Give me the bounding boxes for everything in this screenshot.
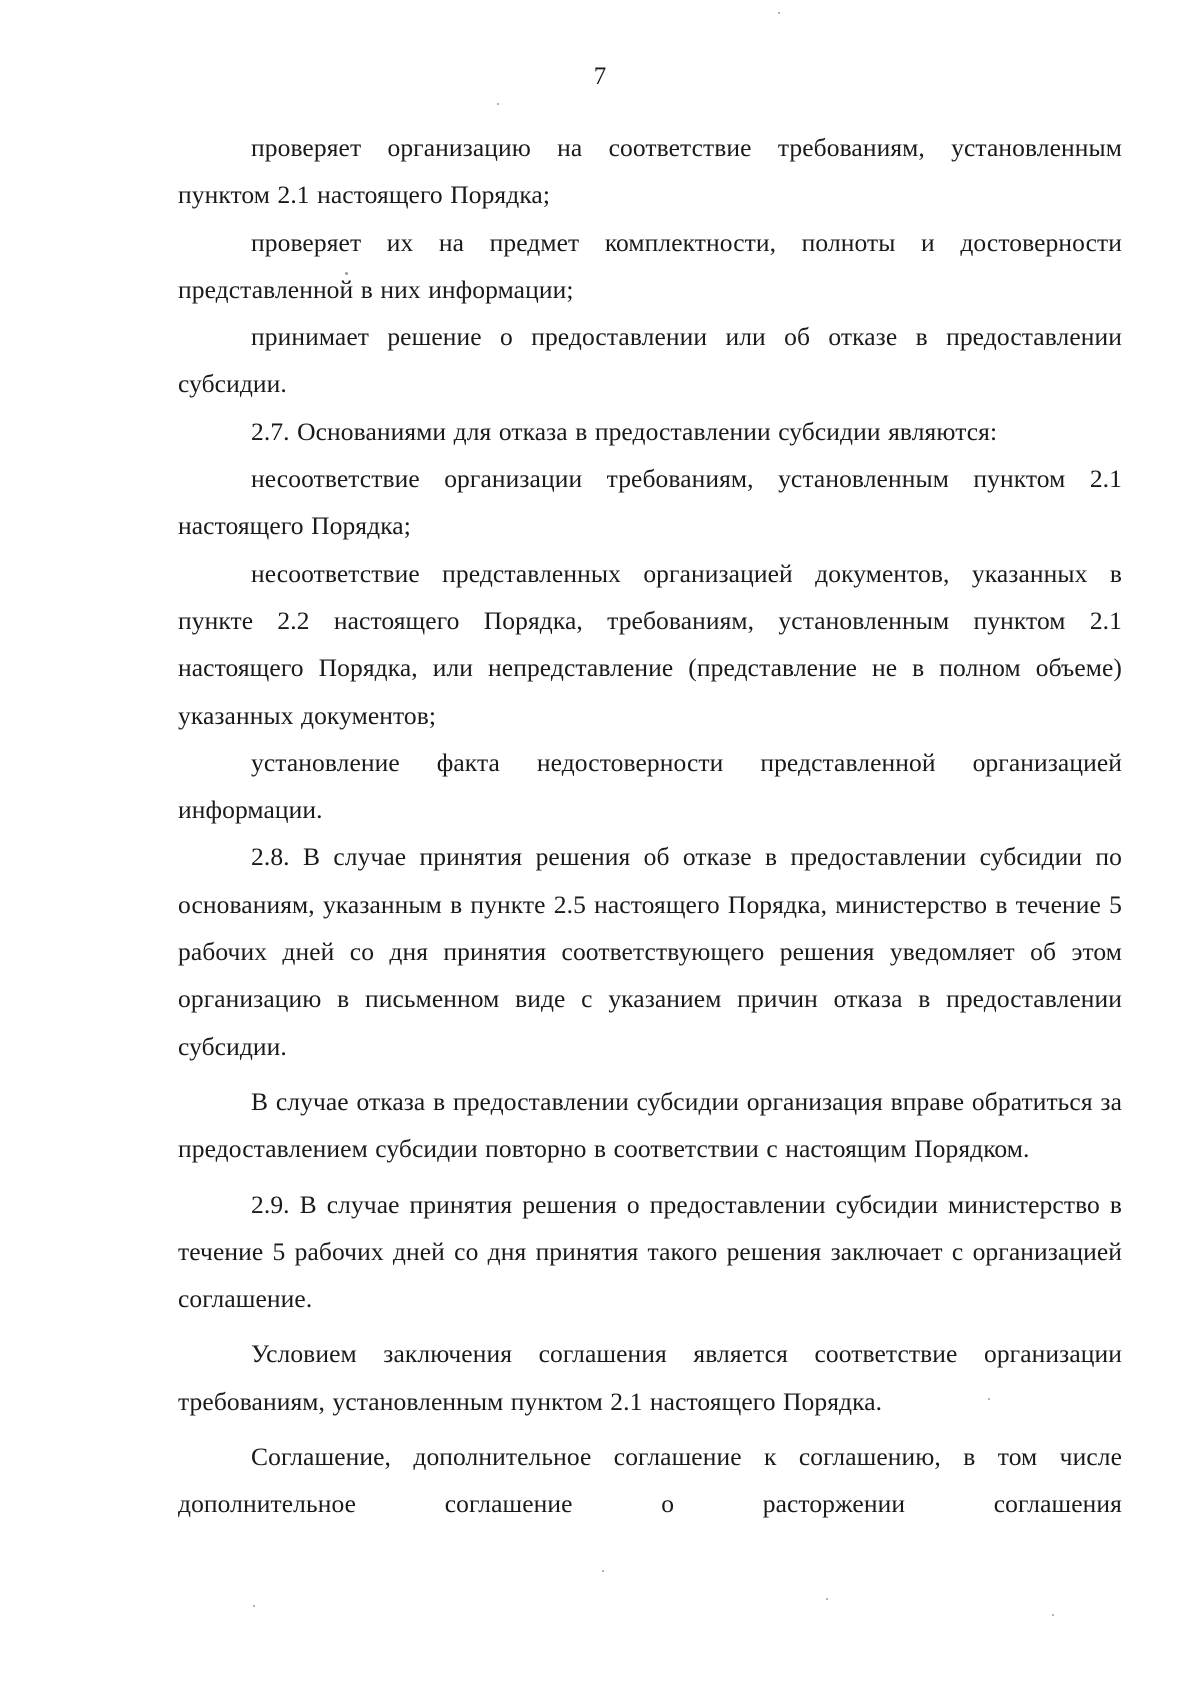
paragraph: 2.9. В случае принятия решения о предоставлении субсидии министерство в течение 5 рабочих дней со дня принятия такого решения заключает с организацией соглашение.: [178, 1189, 1122, 1314]
document-body: [178, 124, 1122, 1528]
paragraph: проверяет их на предмет комплектности, полноты и достоверности представленной в них информации;: [178, 227, 1122, 304]
paragraph: несоответствие представленных организацией документов, указанных в пункте 2.2 настоящего Порядка, требованиям, установленным пунктом 2.1 настоящего Порядка, или непредставление (представление не в полном объеме) указанных документов;: [178, 558, 1122, 730]
paragraph: Условием заключения соглашения является соответствие организации требованиям, установленным пунктом 2.1 настоящего Порядка.: [178, 1339, 1122, 1416]
scan-speck: [1052, 1614, 1054, 1616]
scan-speck: [778, 12, 780, 14]
scan-speck: [988, 1398, 990, 1400]
paragraph: установление факта недостоверности представленной организацией информации.: [178, 747, 1122, 825]
scan-speck: [253, 1605, 255, 1607]
scan-speck: [345, 272, 348, 275]
paragraph: несоответствие организации требованиям, установленным пунктом 2.1 настоящего Порядка;: [178, 464, 1122, 541]
paragraph: проверяет организацию на соответствие требованиям, установленным пунктом 2.1 настоящего Порядка;: [178, 133, 1122, 210]
scan-speck: [826, 1598, 828, 1600]
page-number: 7: [593, 63, 607, 90]
paragraph: принимает решение о предоставлении или об отказе в предоставлении субсидии.: [178, 322, 1122, 399]
paragraph: Соглашение, дополнительное соглашение к соглашению, в том числе дополнительное соглашение о расторжении соглашения: [178, 1442, 1122, 1519]
scan-speck: [497, 103, 499, 105]
paragraph: 2.8. В случае принятия решения об отказе в предоставлении субсидии по основаниям, указанным в пункте 2.5 настоящего Порядка, министерство в течение 5 рабочих дней со дня принятия соответствующего решения уведомляет об этом организацию в письменном виде с указанием причин отказа в предоставлении субсидии.: [178, 842, 1122, 1061]
scan-speck: [602, 1570, 604, 1572]
paragraph: 2.7. Основаниями для отказа в предоставлении субсидии являются:: [251, 416, 998, 446]
paragraph: В случае отказа в предоставлении субсидии организация вправе обратиться за предоставлением субсидии повторно в соответствии с настоящим Порядком.: [178, 1086, 1122, 1164]
